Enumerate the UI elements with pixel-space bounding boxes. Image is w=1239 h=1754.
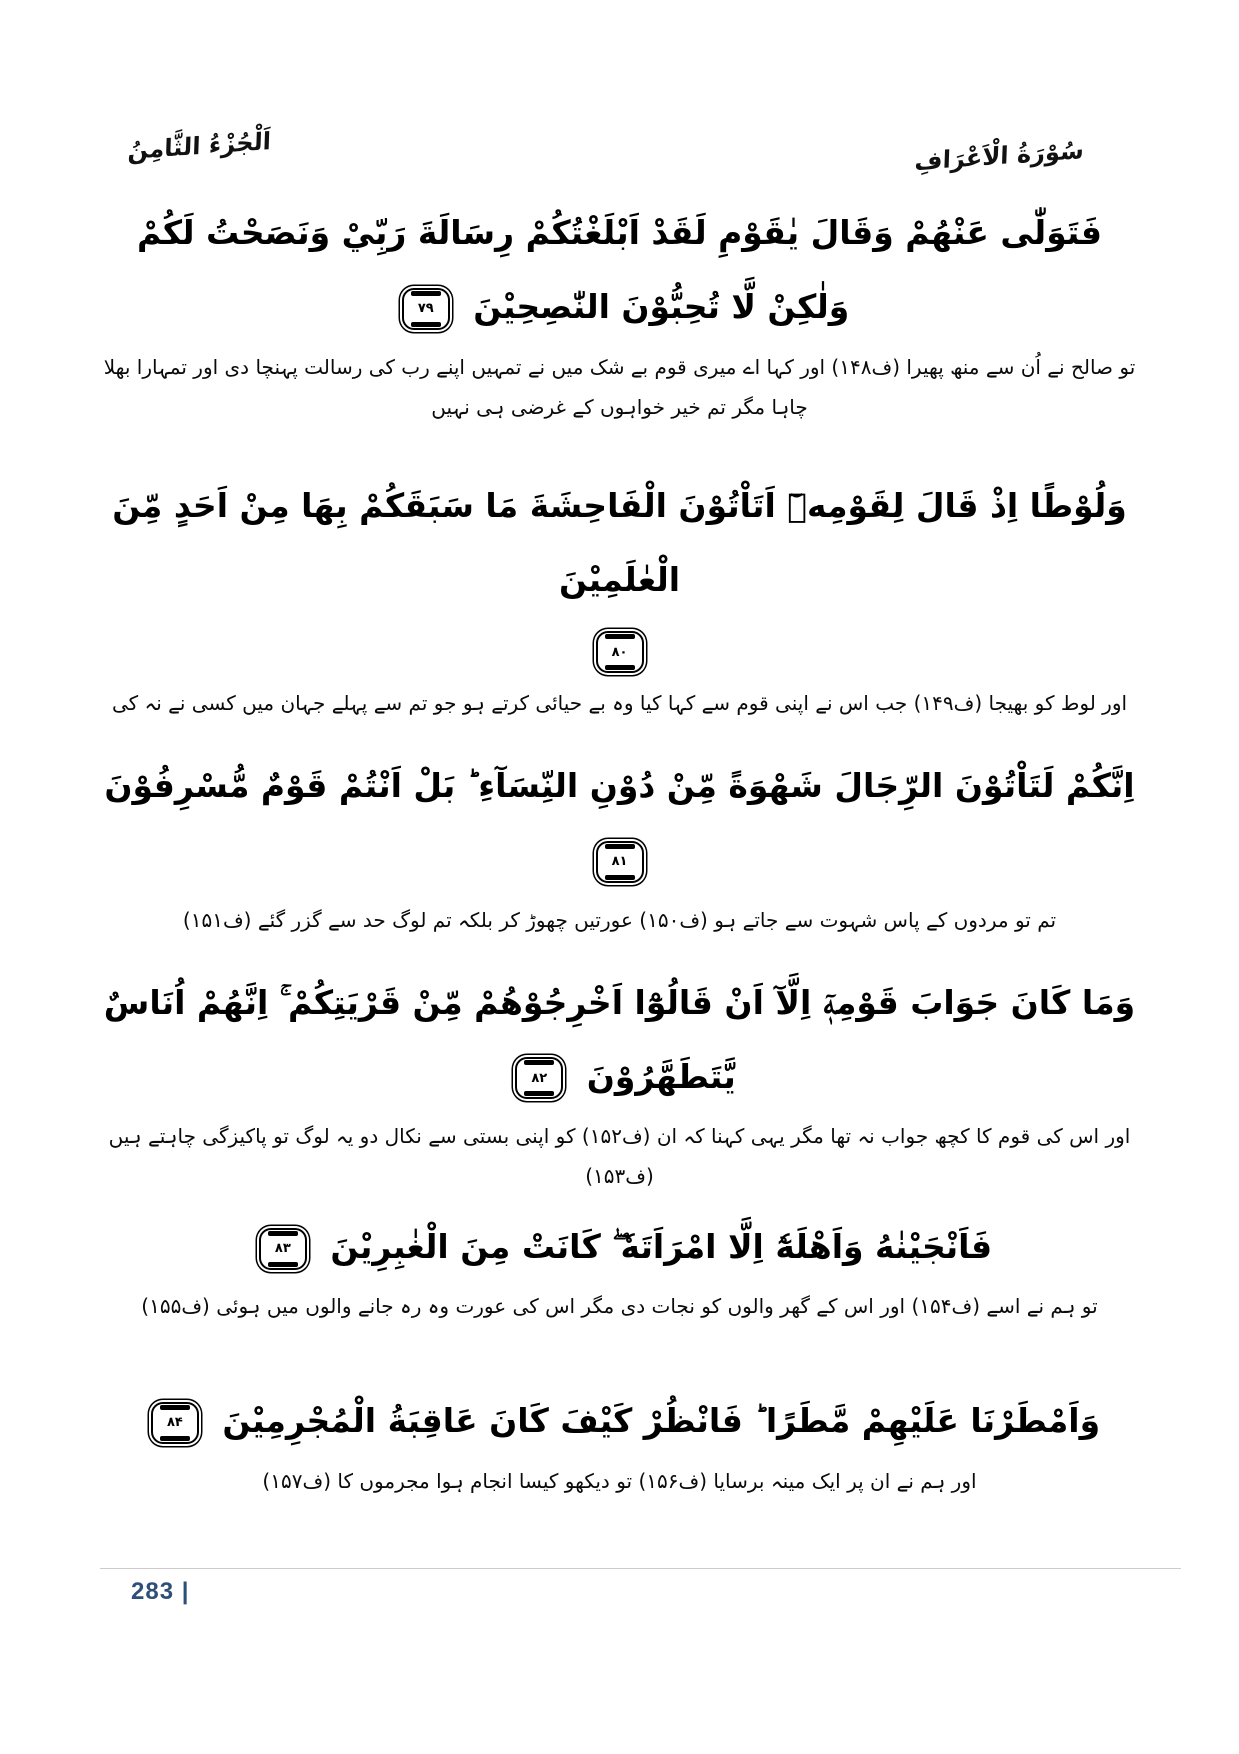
verse-number: ۷۹ — [417, 301, 434, 317]
verse-block-83 — [95, 1210, 1144, 1326]
verse-number: ۸۱ — [611, 854, 628, 870]
verse-number: ۸۲ — [531, 1070, 548, 1086]
verse-block-82 — [95, 966, 1144, 1197]
verse-end-medallion — [596, 631, 644, 673]
page-number — [131, 1578, 189, 1606]
verse-end-medallion — [259, 1228, 307, 1270]
verse-84-urdu-translation: اور ہم نے ان پر ایک مینہ برسایا (ف۱۵۶) تو دیکھو کیسا انجام ہوا مجرموں کا (ف۱۵۷) — [262, 1468, 977, 1493]
verse-end-medallion — [515, 1057, 563, 1099]
verse-number: ۸۴ — [166, 1415, 183, 1431]
verse-80-arabic-text — [95, 469, 1144, 618]
verse-number: ۸۳ — [274, 1241, 291, 1256]
surah-calligraphy-ornament: سُوْرَةُ الْاَعْرَافِ — [914, 136, 1085, 176]
verse-84-arabic-text — [95, 1384, 1144, 1458]
arabic-text: وَاَمْطَرْنَا عَلَيْهِمْ مَّطَرًا ؕ فَانْظُرْ كَيْفَ كَانَ عَاقِبَةُ الْمُجْرِمِيْنَ — [222, 1401, 1101, 1441]
arabic-text: وَمَا كَانَ جَوَابَ قَوْمِهٖٓ اِلَّآ اَنْ قَالُوْٓا اَخْرِجُوْهُمْ مِّنْ قَرْيَتِكُمْ ۚ اِنَّهُمْ اُنَاسٌ يَّتَطَهَّرُوْنَ — [103, 982, 1136, 1096]
verse-number: ۸۰ — [611, 644, 628, 660]
verse-end-medallion — [596, 841, 644, 883]
verse-83-arabic-text — [95, 1210, 1144, 1284]
verse-block-79 — [95, 196, 1144, 427]
verse-79-arabic-text — [95, 196, 1144, 345]
verse-80-urdu-translation: اور لوط کو بھیجا (ف۱۴۹) جب اس نے اپنی قوم سے کہا کیا وہ بے حیائی کرتے ہو جو تم سے پہلے جہان میں کسی نے نہ کی — [111, 691, 1128, 715]
arabic-text: وَلُوْطًا اِذْ قَالَ لِقَوْمِهٖٓ اَتَاْتُوْنَ الْفَاحِشَةَ مَا سَبَقَكُمْ بِهَا مِنْ اَحَدٍ مِّنَ الْعٰلَمِيْنَ — [112, 485, 1127, 599]
page-number-value: 283 — [131, 1578, 175, 1605]
verse-block-81 — [95, 749, 1144, 940]
verse-82-arabic-text — [95, 966, 1144, 1115]
verse-82-urdu-translation: اور اس کی قوم کا کچھ جواب نہ تھا مگر یہی کہنا کہ ان (ف۱۵۲) کو اپنی بستی سے نکال دو یہ لوگ تو پاکیزگی چاہتے ہیں (ف۱۵۳) — [108, 1124, 1131, 1188]
arabic-text: فَتَوَلّٰى عَنْهُمْ وَقَالَ يٰقَوْمِ لَقَدْ اَبْلَغْتُكُمْ رِسَالَةَ رَبِّيْ وَنَصَحْتُ لَكُمْ وَلٰكِنْ لَّا تُحِبُّوْنَ النّٰصِحِيْنَ — [137, 213, 1102, 327]
verse-81-arabic-text — [95, 749, 1144, 898]
page-number-separator: | — [181, 1578, 190, 1605]
verse-83-urdu-translation: تو ہم نے اسے (ف۱۵۴) اور اس کے گھر والوں کو نجات دی مگر اس کی عورت وہ رہ جانے والوں میں ہوئی (ف۱۵۵) — [141, 1294, 1098, 1319]
verse-79-urdu-translation: تو صالح نے اُن سے منھ پھیرا (ف۱۴۸) اور کہا اے میری قوم بے شک میں نے تمہیں اپنے رب کی رسالت پہنچا دی اور تمہارا بھلا چاہا مگر تم خیر خواہوں کے غرضی ہی نہیں — [103, 354, 1136, 419]
page-content — [95, 196, 1144, 1515]
arabic-text: اِنَّكُمْ لَتَاْتُوْنَ الرِّجَالَ شَهْوَةً مِّنْ دُوْنِ النِّسَآءِ ؕ بَلْ اَنْتُمْ قَوْمٌ مُّسْرِفُوْنَ — [104, 766, 1135, 805]
footer-divider — [100, 1568, 1181, 1569]
arabic-text: فَاَنْجَيْنٰهُ وَاَهْلَهٗٓ اِلَّا امْرَاَتَهٗ ۖ كَانَتْ مِنَ الْغٰبِرِيْنَ — [330, 1227, 993, 1266]
verse-block-84 — [95, 1384, 1144, 1500]
verse-81-urdu-translation: تم تو مردوں کے پاس شہوت سے جاتے ہو (ف۱۵۰) عورتیں چھوڑ کر بلکہ تم لوگ حد سے گزر گئے (ف۱۵۱) — [182, 907, 1057, 932]
juz-calligraphy-ornament: اَلْجُزْءُ الثَّامِنُ — [127, 127, 272, 165]
verse-end-medallion — [402, 288, 450, 330]
verse-end-medallion — [151, 1402, 199, 1444]
verse-80-medallion-line — [95, 631, 1144, 673]
verse-block-80 — [95, 469, 1144, 724]
